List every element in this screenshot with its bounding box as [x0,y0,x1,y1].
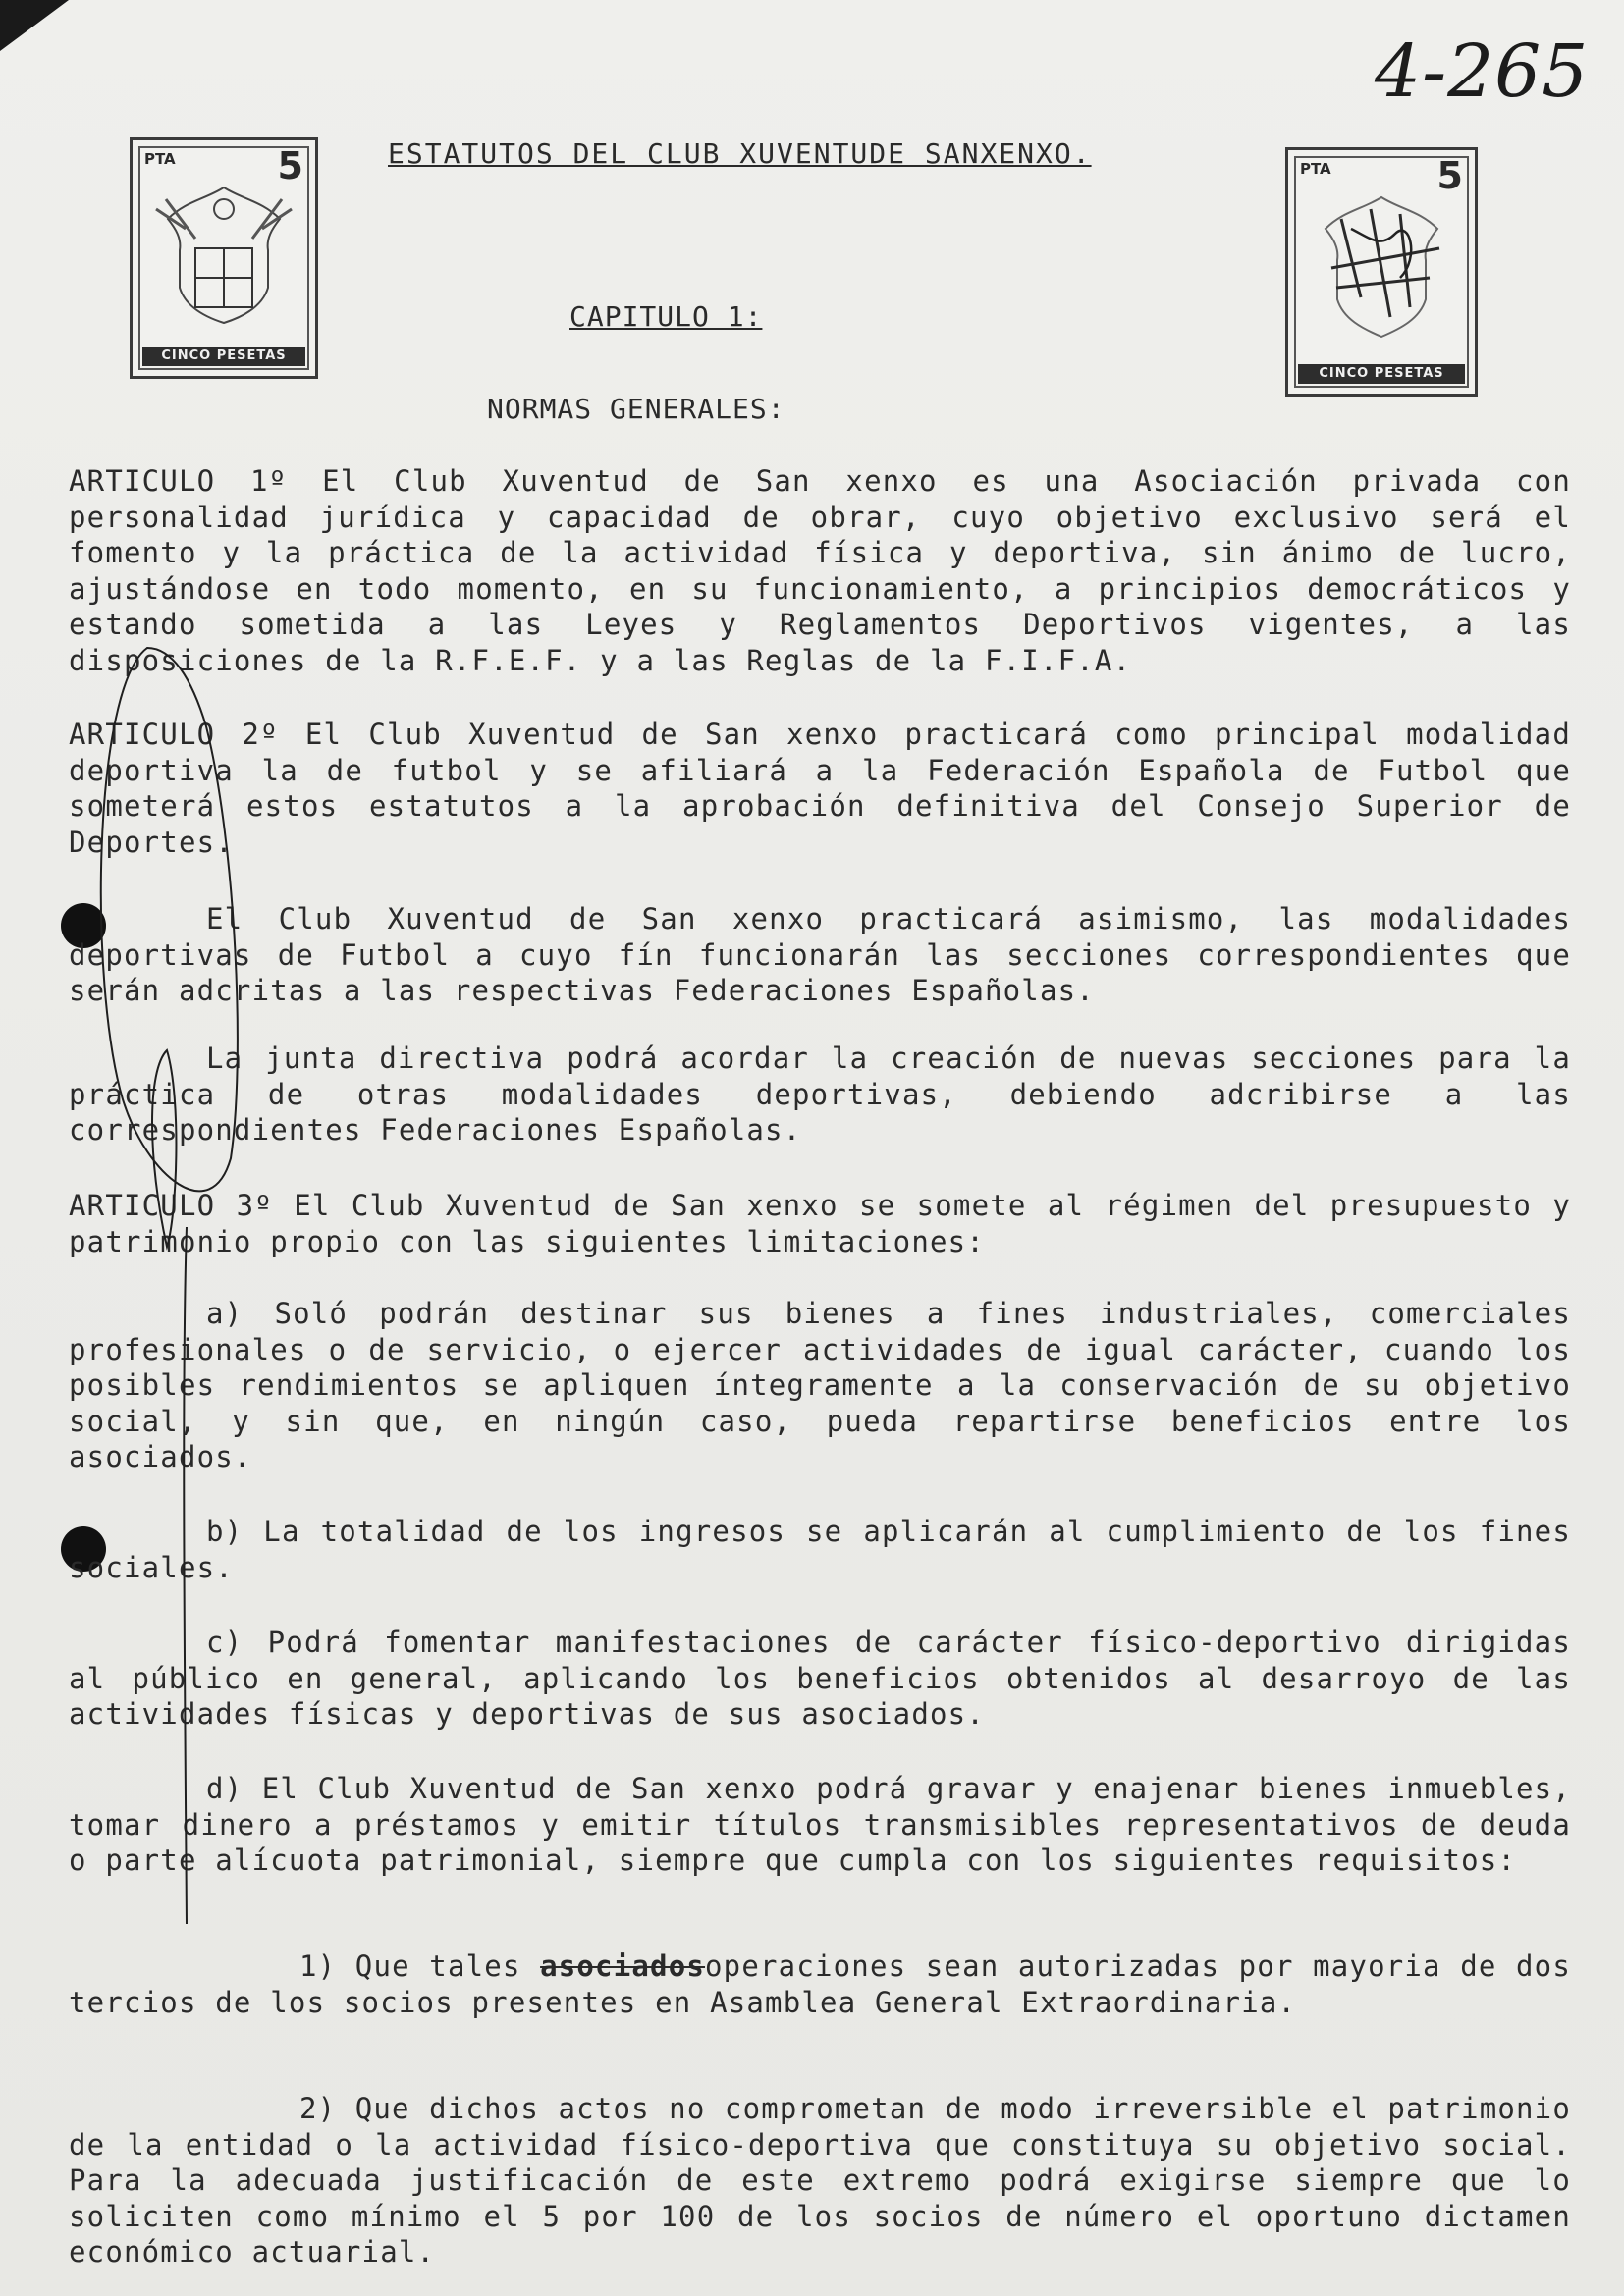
coat-of-arms-icon [146,180,301,327]
article-1: ARTICULO 1º El Club Xuventud de San xenxo es una Asociación privada con personalidad jurídica y capacidad de obrar, cuyo objetivo exclusivo será el fomento y la práctica de la actividad física y deportiva, sin ánimo de lucro, ajustándose en todo momento, en su funcionamiento, a principios democráticos y estando sometida a las Leyes y Reglamentos Deportivos vigentes, a las disposiciones de la R.F.E.F. y a las Reglas de la F.I.F.A. [69,464,1590,677]
stamp-band: CINCO PESETAS [1298,364,1465,384]
article-2: ARTICULO 2º El Club Xuventud de San xenxo practicará como principal modalidad deportiva la de futbol y se afiliará a la Federación Española de Futbol que someterá estos estatutos a la aprobación definitiva del Consejo Superior de Deportes. [69,718,1590,859]
article-3-item-c: c) Podrá fomentar manifestaciones de carácter físico-deportivo dirigidas al público en general, aplicando los beneficios obtenidos al desarroyo de las actividades físicas y deportivas de sus asociados. [69,1626,1590,1731]
stamp-currency: PTA [1300,160,1331,178]
requirement-1-text: operaciones sean autorizadas por mayoria de dos tercios de los socios presentes en Asamblea General Extraordinaria. [69,1949,1590,2019]
requirement-1 [69,1949,1590,2020]
coat-of-arms-icon [1302,189,1461,345]
revenue-stamp [1285,147,1478,397]
article-2-paragraph: El Club Xuventud de San xenxo practicará asimismo, las modalidades deportivas de Futbol a cuyo fín funcionarán las secciones correspondientes que serán adcritas a las respectivas Federaciones Españolas. [69,902,1590,1007]
requirement-1-lead: 1) Que tales [299,1949,541,1983]
article-3-item-a: a) Soló podrán destinar sus bienes a fines industriales, comerciales profesionales o de servicio, o ejercer actividades de igual carácter, cuando los posibles rendimientos se apliquen íntegramente a la conservación de su objetivo social, y sin que, en ningún caso, pueda repartirse beneficios entre los asociados. [69,1297,1590,1473]
stamp-value: 5 [1436,154,1463,197]
revenue-stamp [130,137,318,379]
requirement-2: 2) Que dichos actos no comprometan de modo irreversible el patrimonio de la entidad o la actividad físico-deportiva que constituya su objetivo social. Para la adecuada justificación de este extremo podrá exigirse siempre que lo soliciten como mínimo el 5 por 100 de los socios de número el oportuno dictamen económico actuarial. [69,2092,1590,2269]
stamp-band: CINCO PESETAS [142,347,305,366]
article-3-item-d: d) El Club Xuventud de San xenxo podrá gravar y enajenar bienes inmuebles, tomar dinero a préstamos y emitir títulos transmisibles representativos de deuda o parte alícuota patrimonial, siempre que cumpla con los siguientes requisitos: [69,1772,1590,1877]
section-heading: NORMAS GENERALES: [487,393,785,425]
struck-word: asociados [540,1949,706,1983]
chapter-heading: CAPITULO 1: [569,300,763,333]
folio-number: 4-265 [1375,29,1590,114]
article-3: ARTICULO 3º El Club Xuventud de San xenxo se somete al régimen del presupuesto y patrimonio propio con las siguientes limitaciones: [69,1189,1590,1258]
article-3-item-b: b) La totalidad de los ingresos se aplicarán al cumplimiento de los fines sociales. [69,1515,1590,1584]
stamp-currency: PTA [144,150,176,168]
document-title: ESTATUTOS DEL CLUB XUVENTUDE SANXENXO. [388,137,1092,170]
stamp-value: 5 [277,144,303,187]
corner-mark [0,0,69,51]
article-2-paragraph: La junta directiva podrá acordar la creación de nuevas secciones para la práctica de otras modalidades deportivas, debiendo adcribirse a las correspondientes Federaciones Españolas. [69,1041,1590,1147]
